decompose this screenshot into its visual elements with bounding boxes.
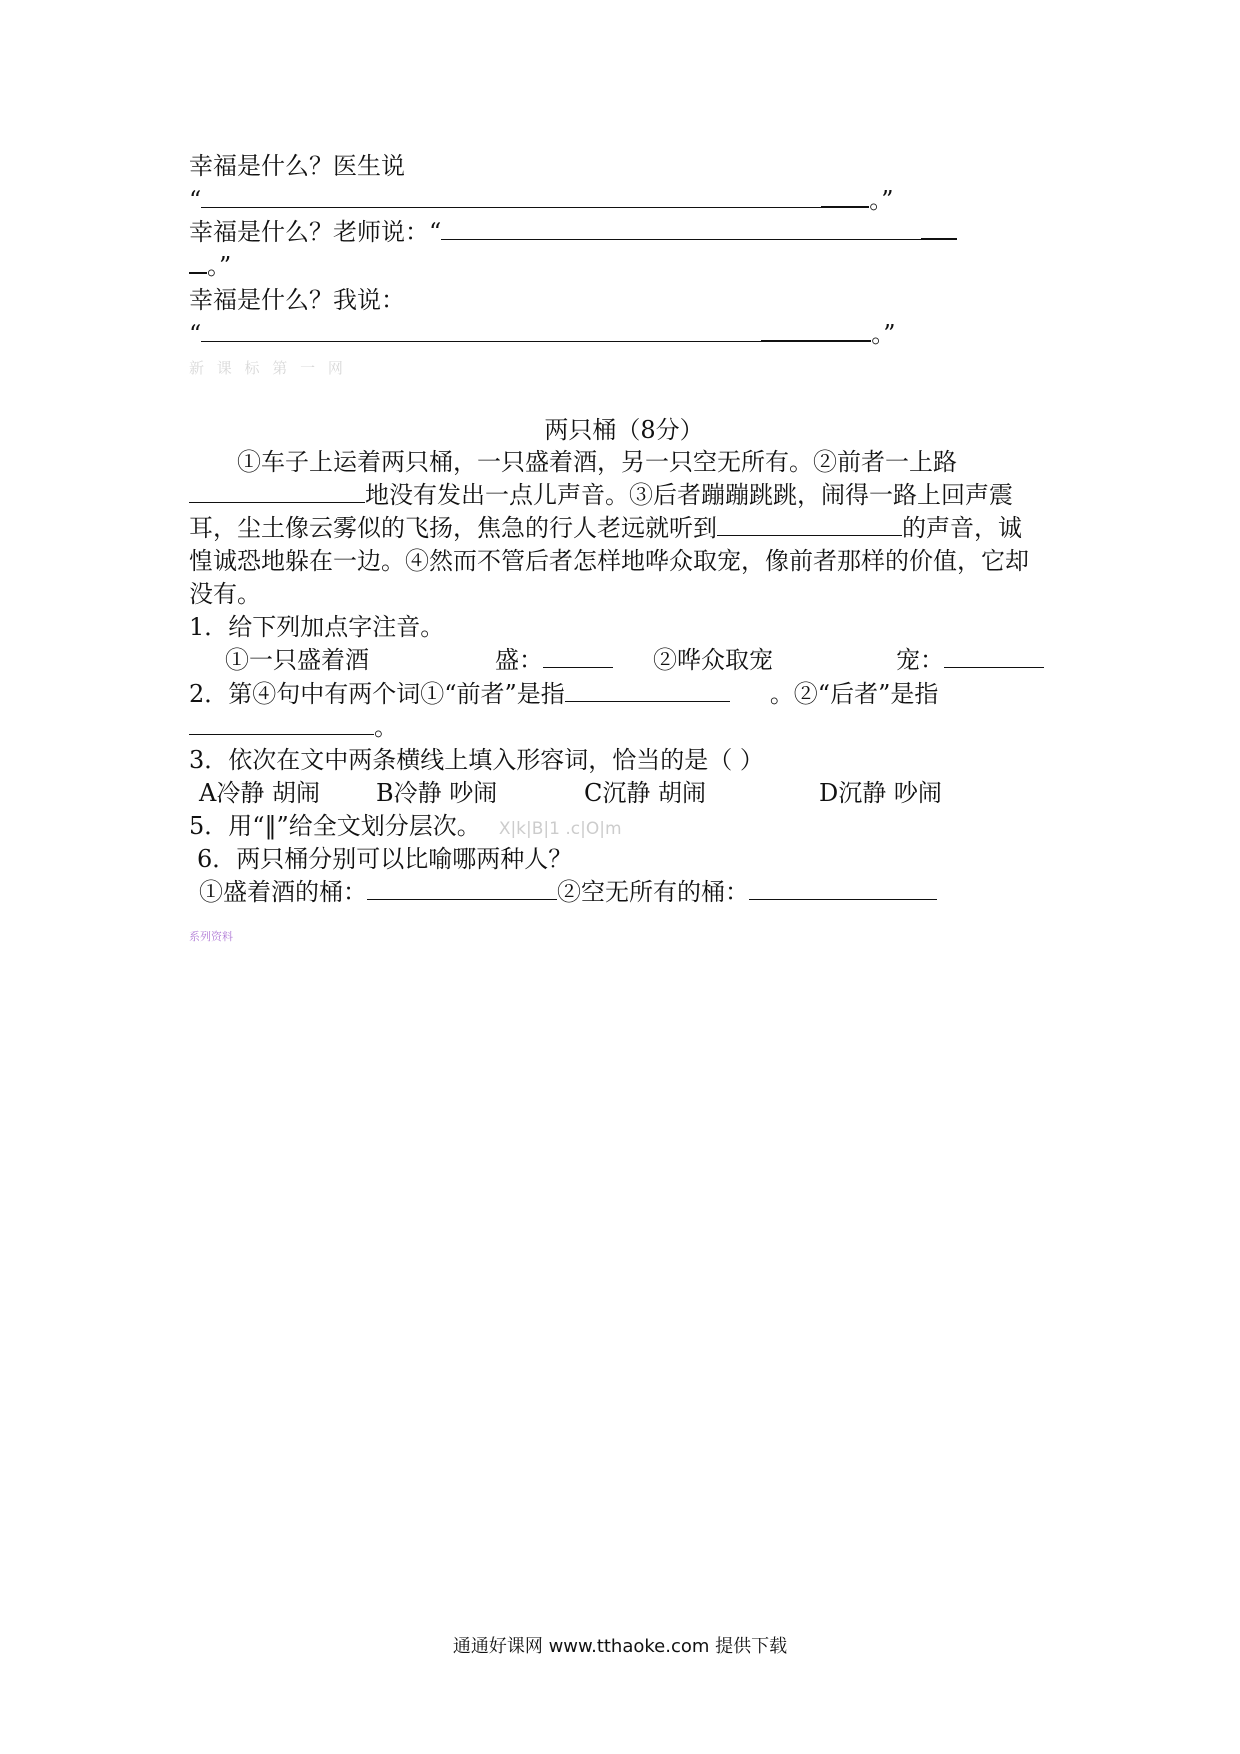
article-line-3-end: 的声音，诚	[902, 514, 1022, 542]
question-1: 1．给下列加点字注音。	[189, 613, 445, 641]
q1-blank-a[interactable]	[543, 645, 613, 668]
q2-blank-2[interactable]	[189, 712, 374, 735]
q2-blank-1[interactable]	[565, 679, 730, 702]
q6-item-b: ②空无所有的桶：	[557, 878, 749, 906]
doctor-prompt: 幸福是什么？医生说	[189, 152, 405, 180]
teacher-answer-blank-cont[interactable]	[189, 250, 207, 274]
teacher-line-cont	[189, 250, 1059, 282]
question-6: 6．两只桶分别可以比喻哪两种人？	[197, 845, 573, 873]
article-blank-1[interactable]	[189, 480, 365, 503]
q3-option-c[interactable]: C沉静 胡闹	[584, 779, 706, 807]
me-answer-blank[interactable]	[201, 319, 761, 342]
article-line-1: ①车子上运着两只桶，一只盛着酒，另一只空无所有。②前者一上路	[237, 448, 957, 476]
q1-blank-b[interactable]	[944, 645, 1044, 668]
q3-option-d[interactable]: D沉静 吵闹	[819, 779, 942, 807]
article-line-4: 惶诚恐地躲在一边。④然而不管后者怎样地哗众取宠，像前者那样的价值，它却	[189, 547, 1029, 575]
q1-item-b: ②哗众取宠	[653, 646, 773, 674]
article-line-3	[189, 512, 1059, 544]
q2-end: 。	[374, 713, 398, 741]
q6-blank-a[interactable]	[367, 877, 557, 900]
question-5	[189, 810, 1059, 842]
q2-mid: 。②“后者”是指	[769, 680, 939, 708]
q6-blank-b[interactable]	[749, 877, 937, 900]
q6-item-a: ①盛着酒的桶：	[199, 878, 367, 906]
me-answer-blank-end[interactable]	[761, 318, 871, 342]
watermark-text: 新 课 标 第 一 网	[189, 359, 347, 377]
q5-watermark: X|k|B|1 .c|O|m	[498, 819, 622, 839]
open-quote: “	[189, 186, 202, 214]
me-open-quote: “	[189, 320, 202, 348]
me-close-quote: 。”	[871, 320, 896, 348]
article-line-2-text: 地没有发出一点儿声音。③后者蹦蹦跳跳，闹得一路上回声震	[365, 481, 1013, 509]
article-title: 两只桶（8分）	[544, 416, 704, 444]
doctor-answer-blank[interactable]	[201, 185, 821, 208]
teacher-prompt: 幸福是什么？老师说：“	[189, 218, 442, 246]
me-answer-line	[189, 318, 1059, 350]
question-6-items	[189, 876, 1069, 908]
q5-text: 5．用“‖”给全文划分层次。	[189, 812, 481, 840]
teacher-answer-blank[interactable]	[441, 217, 921, 240]
doctor-answer-line	[189, 184, 1059, 216]
question-3-options	[189, 777, 1059, 809]
series-note: 系列资料	[189, 930, 233, 943]
question-2-cont	[189, 711, 1059, 743]
q1-item-b-char: 宠：	[896, 646, 944, 674]
article-blank-2[interactable]	[717, 513, 902, 536]
teacher-close-quote: 。”	[207, 252, 232, 280]
q1-item-a: ①一只盛着酒	[225, 646, 369, 674]
q3-option-b[interactable]: B冷静 吵闹	[376, 779, 498, 807]
q3-option-a[interactable]: A冷静 胡闹	[199, 779, 320, 807]
doctor-answer-blank-end[interactable]	[821, 184, 869, 208]
article-line-5: 没有。	[189, 580, 261, 608]
question-1-items	[189, 644, 1059, 676]
teacher-line	[189, 216, 1059, 248]
question-2	[189, 678, 1059, 710]
me-prompt: 幸福是什么？我说：	[189, 286, 405, 314]
question-3: 3．依次在文中两条横线上填入形容词，恰当的是（ ）	[189, 746, 764, 774]
teacher-answer-blank-end[interactable]	[921, 216, 957, 240]
q2-prefix: 2．第④句中有两个词①“前者”是指	[189, 680, 565, 708]
article-line-3-text: 耳，尘土像云雾似的飞扬，焦急的行人老远就听到	[189, 514, 717, 542]
article-line-2	[189, 479, 1059, 511]
close-quote: 。”	[869, 186, 894, 214]
q1-item-a-char: 盛：	[495, 646, 543, 674]
footer-credit: 通通好课网 www.tthaoke.com 提供下载	[452, 1636, 788, 1657]
